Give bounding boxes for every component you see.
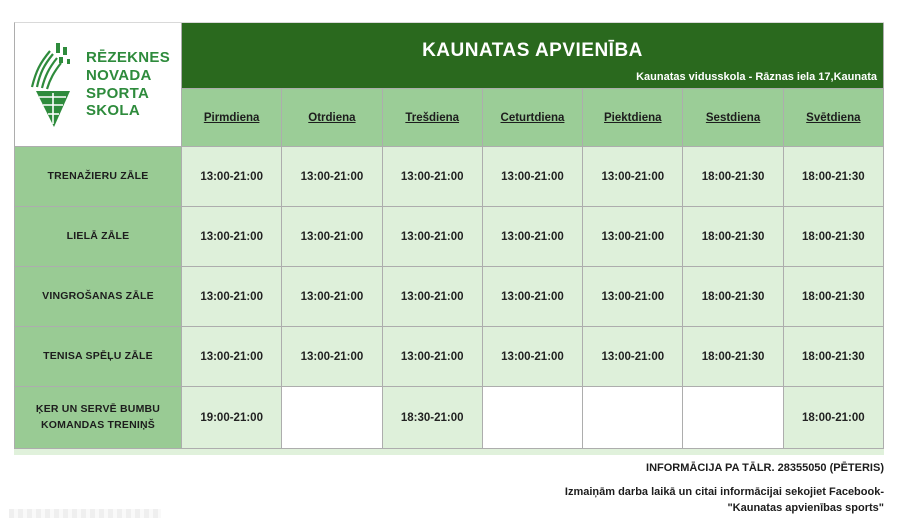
time-cell: 13:00-21:00: [182, 327, 282, 387]
logo-text-line: RĒZEKNES: [85, 49, 171, 67]
time-cell: 13:00-21:00: [383, 147, 483, 207]
time-cell: 13:00-21:00: [583, 207, 683, 267]
facebook-note-line2: "Kaunatas apvienības sports": [727, 501, 884, 514]
time-cell: 18:00-21:30: [683, 207, 783, 267]
time-cell: 13:00-21:00: [483, 327, 583, 387]
time-cell: 18:30-21:00: [383, 387, 483, 449]
time-cell: 13:00-21:00: [383, 327, 483, 387]
time-cell: [483, 387, 583, 449]
time-cell: 13:00-21:00: [383, 207, 483, 267]
table-bottom-strip: [14, 449, 884, 455]
time-cell: 13:00-21:00: [282, 327, 382, 387]
header-subtitle: Kaunatas vidusskola - Rāznas iela 17,Kaunata: [636, 71, 877, 83]
time-cell: 13:00-21:00: [182, 147, 282, 207]
row-label: ĶER UN SERVĒ BUMBU KOMANDAS TRENIŅŠ: [15, 387, 182, 449]
time-cell: 18:00-21:30: [784, 147, 884, 207]
time-cell: 13:00-21:00: [483, 267, 583, 327]
facebook-note-line1: Izmaiņām darba laikā un citai informācijai sekojiet Facebook-: [564, 486, 884, 498]
time-cell: 13:00-21:00: [583, 327, 683, 387]
time-cell: 18:00-21:00: [784, 387, 884, 449]
header-banner: [182, 23, 884, 89]
sports-school-logo-icon: [26, 41, 78, 129]
time-cell: 13:00-21:00: [282, 267, 382, 327]
phone-info: INFORMĀCIJA PA TĀLR. 28355050 (PĒTERIS): [646, 462, 884, 474]
logo: [15, 23, 182, 147]
time-cell: 13:00-21:00: [583, 147, 683, 207]
time-cell: 13:00-21:00: [282, 207, 382, 267]
time-cell: 13:00-21:00: [583, 267, 683, 327]
logo-text-line: NOVADA: [85, 66, 152, 84]
day-header-trešdiena: Trešdiena: [383, 89, 483, 147]
time-cell: 18:00-21:30: [784, 327, 884, 387]
row-label: TENISA SPĒĻU ZĀLE: [15, 327, 182, 387]
logo-text: [86, 49, 170, 120]
time-cell: 13:00-21:00: [182, 207, 282, 267]
schedule-grid: [14, 22, 884, 449]
time-cell: 18:00-21:30: [784, 207, 884, 267]
faint-watermark: [9, 509, 161, 518]
time-cell: 19:00-21:00: [182, 387, 282, 449]
time-cell: 13:00-21:00: [483, 207, 583, 267]
day-header-otrdiena: Otrdiena: [282, 89, 382, 147]
time-cell: 13:00-21:00: [182, 267, 282, 327]
day-header-sestdiena: Sestdiena: [683, 89, 783, 147]
time-cell: 13:00-21:00: [282, 147, 382, 207]
time-cell: [583, 387, 683, 449]
page-title: KAUNATAS APVIENĪBA: [422, 39, 643, 61]
logo-text-line: SKOLA: [85, 102, 140, 120]
time-cell: 18:00-21:30: [784, 267, 884, 327]
schedule-table: [14, 22, 884, 517]
time-cell: 18:00-21:30: [683, 327, 783, 387]
row-label: VINGROŠANAS ZĀLE: [15, 267, 182, 327]
day-header-pirmdiena: Pirmdiena: [182, 89, 282, 147]
day-header-piektdiena: Piektdiena: [583, 89, 683, 147]
day-header-svētdiena: Svētdiena: [784, 89, 884, 147]
row-label: LIELĀ ZĀLE: [15, 207, 182, 267]
time-cell: 18:00-21:30: [683, 147, 783, 207]
time-cell: [683, 387, 783, 449]
time-cell: 13:00-21:00: [483, 147, 583, 207]
row-label: TRENAŽIERU ZĀLE: [15, 147, 182, 207]
logo-text-line: SPORTA: [85, 84, 150, 102]
day-header-ceturtdiena: Ceturtdiena: [483, 89, 583, 147]
time-cell: [282, 387, 382, 449]
time-cell: 18:00-21:30: [683, 267, 783, 327]
time-cell: 13:00-21:00: [383, 267, 483, 327]
